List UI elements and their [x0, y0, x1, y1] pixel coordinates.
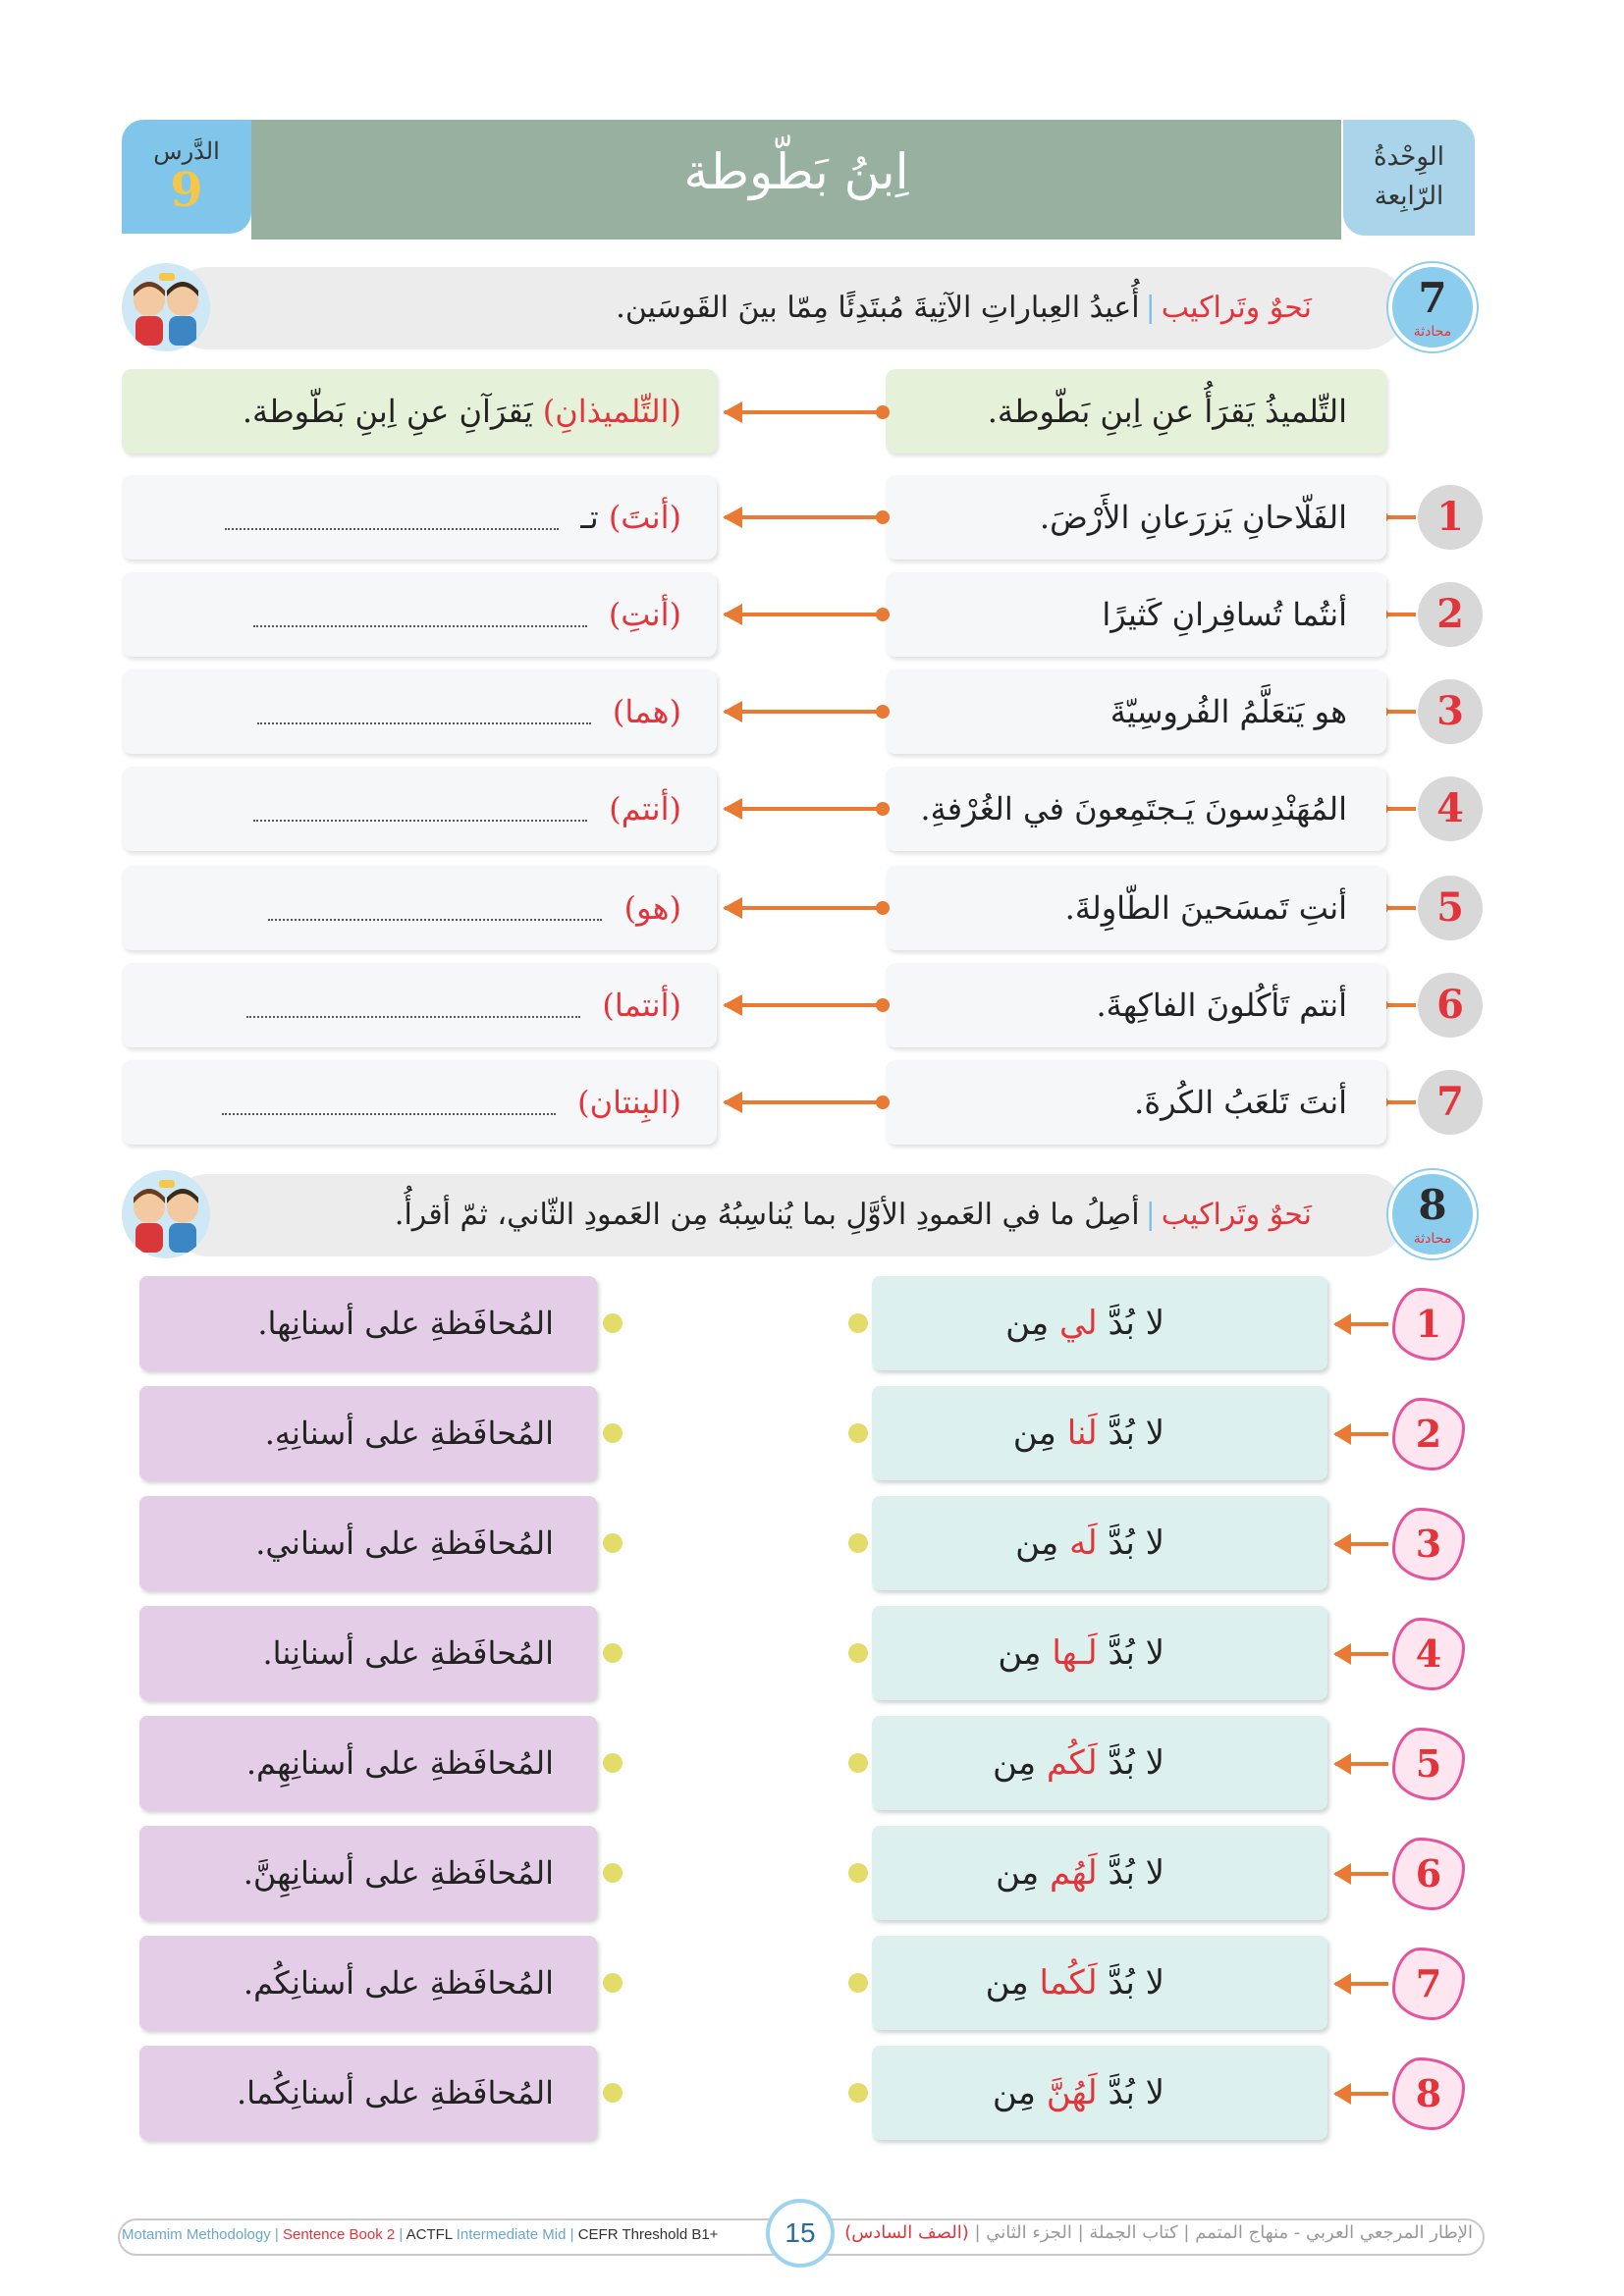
footer-cefr: CEFR [577, 2226, 619, 2243]
unit-line-2: الرّابِعة [1374, 182, 1444, 211]
phrase-end: مِن [998, 1633, 1042, 1673]
item-number: 6 [1418, 973, 1483, 1038]
answer-blank[interactable] [225, 510, 559, 530]
example-answer-text: يَقرَآنِ عنِ اِبنِ بَطّوطة. [242, 393, 533, 430]
exercise-7-instruction: أُعيدُ العِباراتِ الآتِيةَ مُبتَدِئًا مِمّا بينَ القَوسَين. [616, 291, 1140, 325]
answer-field[interactable] [122, 1060, 717, 1145]
phrase-pronoun: لَهُم [1050, 1853, 1098, 1893]
exercise-8-number: 8 [1418, 1181, 1447, 1229]
match-dot[interactable] [848, 1313, 868, 1333]
item-number: 3 [1418, 679, 1483, 744]
match-dot[interactable] [848, 1973, 868, 1993]
arrow-icon [1335, 1872, 1388, 1876]
arrow-icon [725, 710, 882, 714]
exercise-8-type: محادثة [1413, 1231, 1452, 1247]
match-dot[interactable] [603, 1863, 623, 1883]
exercise-7-number-badge [1388, 263, 1477, 351]
exercise-7-header [167, 267, 1406, 349]
arrow-icon [725, 410, 882, 414]
arrow-icon [1335, 1652, 1388, 1656]
match-dot[interactable] [848, 2083, 868, 2103]
exercise-7-type: محادثة [1413, 324, 1452, 340]
exercise-8-number-badge [1388, 1170, 1477, 1258]
sentence-item: أنتُما تُسافِرانِ كَثيرًا [886, 572, 1386, 657]
answer-blank[interactable] [246, 998, 580, 1018]
phrase-start: لا بُدَّ [1108, 2073, 1164, 2112]
column2-item: المُحافَظةِ على أسنانِكُما. [139, 2046, 597, 2140]
arrow-icon [1335, 1982, 1388, 1986]
match-dot[interactable] [848, 1533, 868, 1553]
answer-blank[interactable] [253, 802, 587, 822]
match-dot[interactable] [603, 1313, 623, 1333]
column1-item [872, 2046, 1327, 2140]
exercise-7-separator: | [1145, 291, 1156, 325]
match-dot[interactable] [603, 1643, 623, 1663]
pronoun-hint: (أنتِ) [608, 596, 681, 633]
footer-book: Sentence Book 2 [282, 2226, 396, 2243]
lesson-label: الدَّرس [153, 137, 220, 165]
footer-cefr-level: Threshold B1+ [622, 2226, 719, 2243]
column1-item [872, 1606, 1327, 1700]
arrow-icon [725, 1003, 882, 1007]
phrase-pronoun: لَه [1069, 1523, 1098, 1563]
sentence-item: هو يَتعَلَّمُ الفُروسِيّةَ [886, 669, 1386, 754]
match-dot[interactable] [603, 1423, 623, 1443]
item-number: 1 [1418, 485, 1483, 550]
item-number: 8 [1392, 2057, 1465, 2130]
column1-item [872, 1276, 1327, 1370]
match-dot[interactable] [603, 1753, 623, 1773]
phrase-end: مِن [993, 1743, 1037, 1783]
match-dot[interactable] [848, 1423, 868, 1443]
exercise-8-category: نَحوٌ وتَراكيب [1161, 1198, 1312, 1232]
pronoun-hint: (هو) [623, 889, 681, 927]
phrase-start: لا بُدَّ [1108, 1523, 1164, 1563]
example-answer [122, 369, 717, 454]
exercise-8-separator: | [1145, 1198, 1156, 1232]
arrow-icon [1335, 1762, 1388, 1766]
phrase-end: مِن [992, 2073, 1036, 2112]
phrase-start: لا بُدَّ [1108, 1963, 1164, 2002]
example-sentence: التِّلميذُ يَقرَأُ عنِ اِبنِ بَطّوطة. [886, 369, 1386, 454]
sentence-item: المُهَنْدِسونَ يَـجتَمِعونَ في الغُرْفةِ. [886, 767, 1386, 851]
answer-prefix: تـ [580, 499, 599, 536]
phrase-end: مِن [1012, 1414, 1056, 1453]
arrow-icon [1335, 2092, 1388, 2096]
column2-item: المُحافَظةِ على أسنانِها. [139, 1276, 597, 1370]
column2-item: المُحافَظةِ على أسنانِهِ. [139, 1386, 597, 1480]
phrase-start: لا بُدَّ [1108, 1743, 1164, 1783]
phrase-end: مِن [985, 1963, 1029, 2002]
match-dot[interactable] [848, 1863, 868, 1883]
column1-item [872, 1826, 1327, 1920]
footer-grade: (الصف السادس) [844, 2222, 969, 2243]
arrow-icon [725, 906, 882, 910]
column1-item [872, 1936, 1327, 2030]
answer-field[interactable] [122, 572, 717, 657]
column2-item: المُحافَظةِ على أسنانِكُم. [139, 1936, 597, 2030]
answer-blank[interactable] [268, 901, 602, 921]
sentence-item: أنتَ تَلعَبُ الكُرةَ. [886, 1060, 1386, 1145]
match-dot[interactable] [603, 2083, 623, 2103]
column1-item [872, 1496, 1327, 1590]
column2-item: المُحافَظةِ على أسنانِهِنَّ. [139, 1826, 597, 1920]
lesson-badge [122, 120, 251, 234]
item-number: 2 [1392, 1398, 1465, 1470]
item-number: 5 [1418, 876, 1483, 940]
phrase-end: مِن [1005, 1304, 1050, 1343]
answer-field[interactable] [122, 963, 717, 1047]
footer-book-ar: كتاب الجملة [1089, 2222, 1178, 2243]
page-number: 15 [766, 2199, 835, 2268]
exercise-7-category: نَحوٌ وتَراكيب [1161, 291, 1312, 325]
answer-blank[interactable] [253, 608, 587, 627]
unit-label [1343, 120, 1475, 236]
item-number: 4 [1392, 1618, 1465, 1690]
answer-field[interactable] [122, 669, 717, 754]
arrow-icon [725, 515, 882, 519]
arrow-icon [1335, 1432, 1388, 1436]
phrase-start: لا بُدَّ [1108, 1414, 1164, 1453]
column1-item [872, 1716, 1327, 1810]
column2-item: المُحافَظةِ على أسناني. [139, 1496, 597, 1590]
column2-item: المُحافَظةِ على أسنانِنا. [139, 1606, 597, 1700]
exercise-7-number: 7 [1418, 274, 1447, 322]
item-number: 6 [1392, 1838, 1465, 1910]
phrase-start: لا بُدَّ [1108, 1633, 1164, 1673]
sentence-item: الفَلّاحانِ يَزرَعانِ الأَرْضَ. [886, 475, 1386, 560]
footer-methodology: Motamim Methodology [122, 2226, 271, 2243]
footer-english: Motamim Methodology | Sentence Book 2 | ACTFL Intermediate Mid | CEFR Threshold B1+ [122, 2226, 719, 2243]
footer-part-ar: الجزء الثاني [986, 2222, 1072, 2243]
phrase-start: لا بُدَّ [1108, 1853, 1164, 1893]
answer-blank[interactable] [222, 1095, 556, 1115]
item-number: 1 [1392, 1288, 1465, 1361]
column2-item: المُحافَظةِ على أسنانِهِم. [139, 1716, 597, 1810]
children-talking-icon [122, 263, 210, 351]
pronoun-hint: (أنتما) [602, 987, 681, 1024]
footer-framework: الإطار المرجعي العربي - منهاج المتمم [1195, 2222, 1473, 2243]
arrow-icon [1335, 1322, 1388, 1326]
phrase-pronoun: لَنا [1066, 1414, 1098, 1453]
exercise-8-instruction: أصِلُ ما في العَمودِ الأوَّلِ بما يُناسِبُهُ مِن العَمودِ الثّاني، ثمّ أقرأُ. [394, 1198, 1140, 1232]
sentence-item: أنتِ تَمسَحينَ الطّاوِلةَ. [886, 866, 1386, 950]
pronoun-hint: (أنتَ) [608, 499, 681, 536]
item-number: 3 [1392, 1508, 1465, 1580]
phrase-pronoun: لَهُنَّ [1046, 2073, 1098, 2112]
arrow-icon [725, 1100, 882, 1104]
sentence-item: أنتم تَأكُلونَ الفاكِهةَ. [886, 963, 1386, 1047]
footer-actfl-level: Intermediate Mid [456, 2226, 567, 2243]
exercise-8-header [167, 1174, 1406, 1256]
lesson-number: 9 [170, 163, 203, 218]
phrase-pronoun: لَكُم [1046, 1743, 1098, 1783]
children-talking-icon [122, 1170, 210, 1258]
phrase-end: مِن [1015, 1523, 1059, 1563]
phrase-pronoun: لَـها [1052, 1633, 1098, 1673]
answer-field[interactable] [122, 866, 717, 950]
item-number: 7 [1392, 1948, 1465, 2020]
answer-field[interactable] [122, 475, 717, 560]
example-pronoun: (التِّلميذانِ) [542, 393, 681, 430]
item-number: 2 [1418, 582, 1483, 647]
phrase-start: لا بُدَّ [1108, 1304, 1164, 1343]
item-number: 7 [1418, 1070, 1483, 1135]
phrase-pronoun: لَكُما [1039, 1963, 1098, 2002]
match-dot[interactable] [603, 1973, 623, 1993]
match-dot[interactable] [848, 1643, 868, 1663]
column1-item [872, 1386, 1327, 1480]
arrow-icon [725, 613, 882, 616]
pronoun-hint: (هما) [612, 693, 681, 730]
footer-arabic: الإطار المرجعي العربي - منهاج المتمم | كتاب الجملة | الجزء الثاني | (الصف السادس) [844, 2222, 1473, 2243]
arrow-icon [1335, 1542, 1388, 1546]
pronoun-hint: (البِنتان) [577, 1084, 681, 1121]
answer-blank[interactable] [257, 705, 591, 724]
item-number: 5 [1392, 1728, 1465, 1800]
match-dot[interactable] [848, 1753, 868, 1773]
arrow-icon [725, 807, 882, 811]
answer-field[interactable] [122, 767, 717, 851]
pronoun-hint: (أنتم) [609, 790, 681, 828]
item-number: 4 [1418, 776, 1483, 841]
phrase-end: مِن [996, 1853, 1040, 1893]
phrase-pronoun: لي [1058, 1304, 1098, 1343]
page-title: اِبنُ بَطّوطة [683, 143, 909, 200]
unit-line-1: الوِحْدةُ [1374, 142, 1444, 172]
match-dot[interactable] [603, 1533, 623, 1553]
footer-actfl: ACTFL [406, 2226, 453, 2243]
